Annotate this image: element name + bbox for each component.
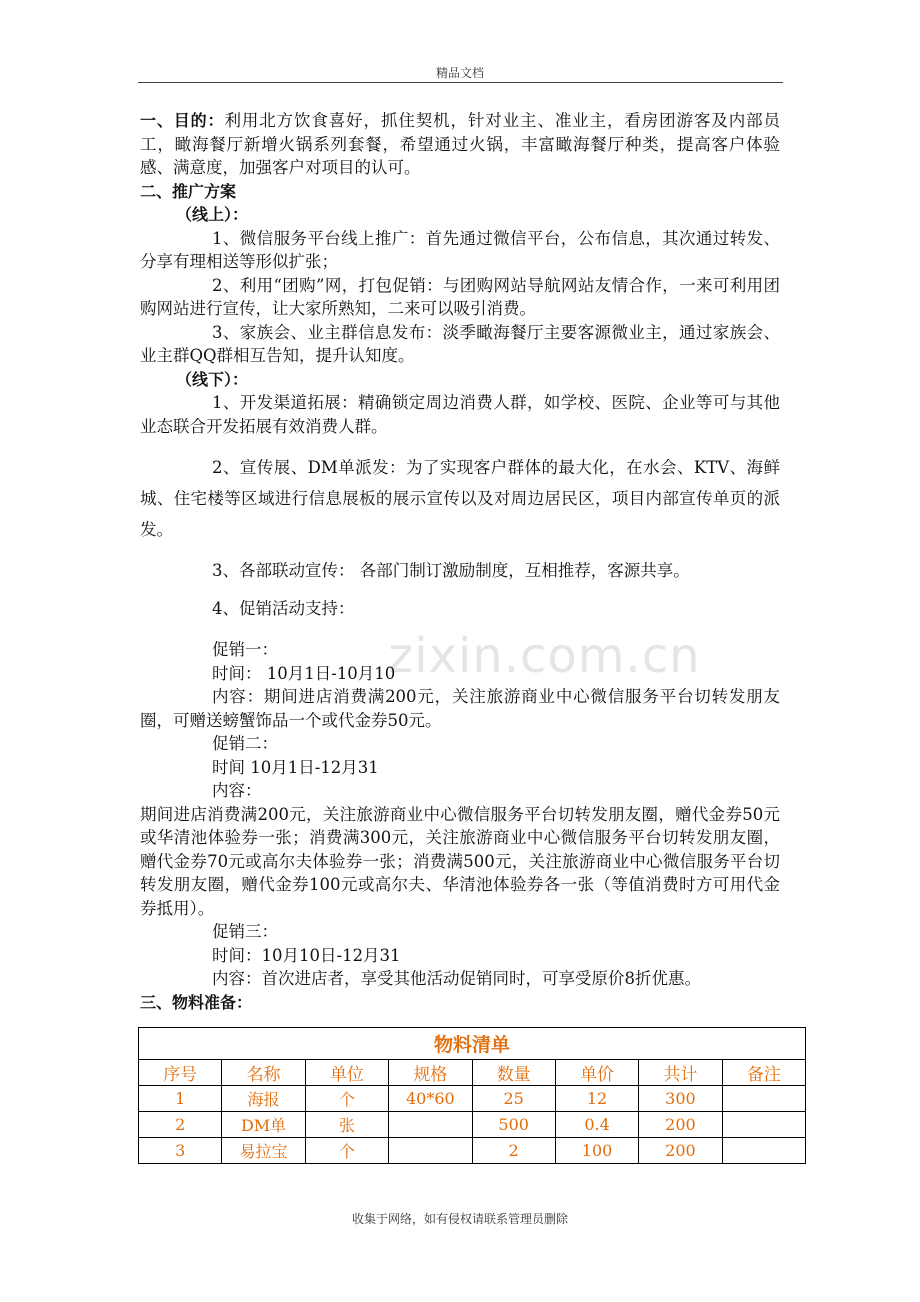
online-item-2: 2、利用“团购”网，打包促销：与团购网站导航网站友情合作，一来可利用团购网站进行宣传，让大家所熟知，二来可以吸引消费。 xyxy=(140,275,780,318)
purpose-heading: 一、目的： xyxy=(140,111,225,130)
purpose-paragraph xyxy=(140,109,780,180)
table-cell: DM单 xyxy=(222,1112,305,1138)
online-subheading: （线上）： xyxy=(176,205,249,224)
table-cell: 1 xyxy=(139,1086,222,1112)
offline-item-1: 1、开发渠道拓展：精确锁定周边消费人群，如学校、医院、企业等可与其他业态联合开发拓展有效消费人群。 xyxy=(140,393,780,436)
table-cell: 12 xyxy=(555,1086,638,1112)
online-item-1: 1、微信服务平台线上推广：首先通过微信平台，公布信息，其次通过转发、分享有理相送等形似扩张； xyxy=(140,228,780,271)
materials-table xyxy=(138,1027,806,1164)
plan-heading: 二、推广方案 xyxy=(140,181,237,201)
table-cell: 100 xyxy=(555,1138,638,1164)
promo-2-content: 期间进店消费满200元，关注旅游商业中心微信服务平台切转发朋友圈，赠代金券50元或华清池体验券一张；消费满300元，关注旅游商业中心微信服务平台切转发朋友圈，赠代金券70元或高尔夫体验券一张；消费满500元，关注旅游商业中心微信服务平台切转发朋友圈，赠代金券100元或高尔夫、华清池体验券各一张（等值消费时方可用代金券抵用）。 xyxy=(140,804,780,918)
page-header: 精品文档 xyxy=(435,66,484,80)
page-footer: 收集于网络，如有侵权请联系管理员删除 xyxy=(351,1212,568,1226)
offline-item-4: 4、促销活动支持： xyxy=(212,598,355,618)
table-cell xyxy=(389,1112,472,1138)
table-cell: 300 xyxy=(639,1086,722,1112)
document-body xyxy=(140,109,780,1014)
offline-item-2: 2、宣传展、DM单派发：为了实现客户群体的最大化，在水会、KTV、海鲜城、住宅楼等区域进行信息展板的展示宣传以及对周边居民区，项目内部宣传单页的派发。 xyxy=(140,458,780,539)
column-header: 单价 xyxy=(555,1060,638,1086)
promo-2-title: 促销二： xyxy=(212,734,278,753)
column-header: 规格 xyxy=(389,1060,472,1086)
table-cell: 海报 xyxy=(222,1086,305,1112)
offline-subheading: （线下）： xyxy=(176,369,249,389)
promo-2-content-label: 内容： xyxy=(212,781,262,800)
table-cell: 0.4 xyxy=(555,1112,638,1138)
online-item-3: 3、家族会、业主群信息发布：淡季瞰海餐厅主要客源微业主，通过家族会、业主群QQ群相互告知，提升认知度。 xyxy=(140,322,780,365)
table-cell xyxy=(722,1086,805,1112)
promo-1-title: 促销一： xyxy=(212,640,278,659)
table-row xyxy=(139,1138,806,1164)
column-header: 数量 xyxy=(472,1060,555,1086)
purpose-text: 利用北方饮食喜好，抓住契机，针对业主、准业主，看房团游客及内部员工，瞰海餐厅新增火锅系列套餐，希望通过火锅，丰富瞰海餐厅种类，提高客户体验感、满意度，加强客户对项目的认可。 xyxy=(140,111,780,177)
column-header: 单位 xyxy=(305,1060,388,1086)
table-cell: 易拉宝 xyxy=(222,1138,305,1164)
table-cell: 3 xyxy=(139,1138,222,1164)
materials-heading: 三、物料准备： xyxy=(140,992,253,1012)
table-cell: 200 xyxy=(639,1138,722,1164)
table-cell: 25 xyxy=(472,1086,555,1112)
table-cell: 2 xyxy=(139,1112,222,1138)
table-caption-row xyxy=(139,1028,806,1060)
table-cell: 200 xyxy=(639,1112,722,1138)
header-divider xyxy=(138,82,783,83)
promo-3-content: 内容：首次进店者，享受其他活动促销同时，可享受原价8折优惠。 xyxy=(212,969,701,988)
table-cell: 40*60 xyxy=(389,1086,472,1112)
column-header: 名称 xyxy=(222,1060,305,1086)
column-header: 备注 xyxy=(722,1060,805,1086)
materials-table-container xyxy=(138,1027,806,1164)
table-cell xyxy=(389,1138,472,1164)
table-cell xyxy=(722,1112,805,1138)
promo-1-time: 时间： 10月1日-10月10 xyxy=(212,663,396,683)
table-cell: 张 xyxy=(305,1112,388,1138)
promo-3-time: 时间：10月10日-12月31 xyxy=(212,945,401,965)
promo-1-content: 内容：期间进店消费满200元，关注旅游商业中心微信服务平台切转发朋友圈，可赠送螃蟹饰品一个或代金券50元。 xyxy=(140,687,780,730)
table-cell: 2 xyxy=(472,1138,555,1164)
promo-3-title: 促销三： xyxy=(212,922,278,941)
column-header: 序号 xyxy=(139,1060,222,1086)
offline-item-3: 3、各部联动宣传： 各部门制订激励制度，互相推荐，客源共享。 xyxy=(212,561,690,580)
table-cell: 500 xyxy=(472,1112,555,1138)
promo-2-time: 时间 10月1日-12月31 xyxy=(212,757,379,777)
table-cell: 个 xyxy=(305,1086,388,1112)
table-caption: 物料清单 xyxy=(139,1028,806,1060)
table-cell: 个 xyxy=(305,1138,388,1164)
table-row xyxy=(139,1086,806,1112)
watermark: zixin.com.cn xyxy=(388,628,701,684)
table-cell xyxy=(722,1138,805,1164)
table-header-row xyxy=(139,1060,806,1086)
column-header: 共计 xyxy=(639,1060,722,1086)
table-row xyxy=(139,1112,806,1138)
